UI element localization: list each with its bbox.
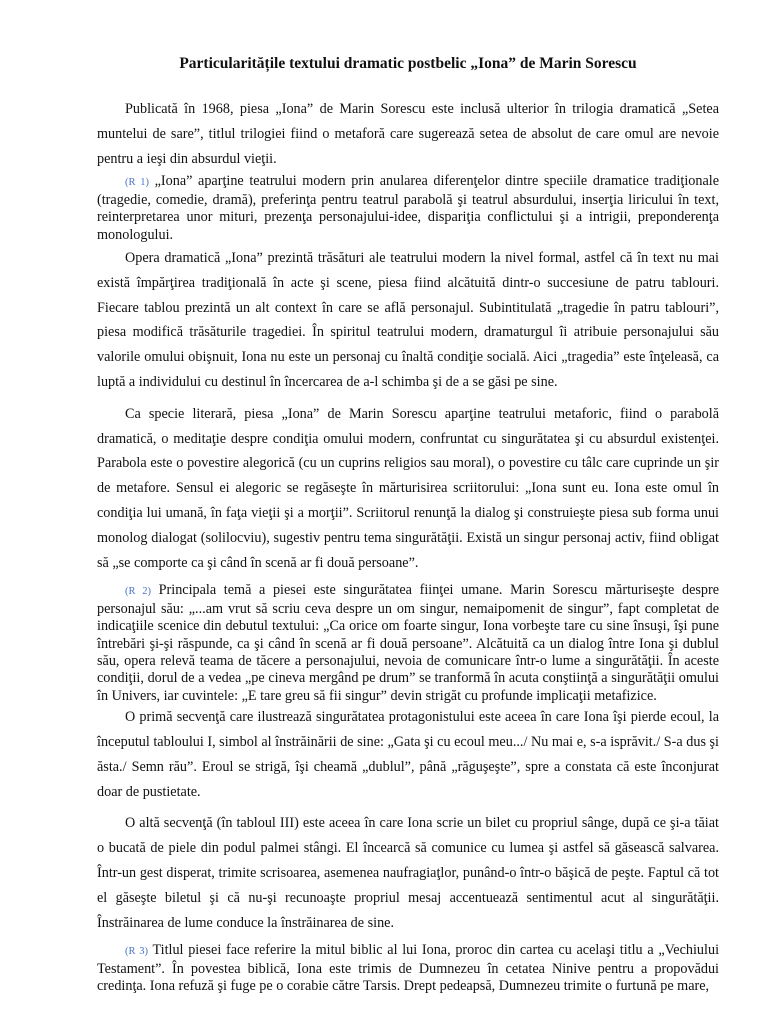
paragraph-r3 <box>97 942 719 995</box>
document-title: Particularitățile textului dramatic postbelic „Iona” de Marin Sorescu <box>179 55 637 72</box>
revision-marker: (R 1) <box>125 177 149 189</box>
paragraph-text: Opera dramatică „Iona” prezintă trăsături ale teatrului modern la nivel formal, astfel că în text nu mai există împărţirea tradiţională în acte şi scene, piesa fiind alcătuită dintr-o succesiune de patru tablouri. Fiecare tablou prezintă un alt context în care se află personajul. Subintitulată „tragedie în patru tablouri”, piesa modifică trăsăturile tragediei. În spiritul teatrului modern, dramaturgul îi atribuie personajului său valorile omului obişnuit, Iona nu este un personaj cu înaltă condiţie socială. Aici „tragedia” este înţeleasă, ca luptă a individului cu destinul în încercarea de a-l schimba şi de a se găsi pe sine. <box>97 250 719 390</box>
paragraph-text: Ca specie literară, piesa „Iona” de Marin Sorescu aparţine teatrului metaforic, fiind o parabolă dramatică, o meditaţie despre condiţia omului modern, confruntat cu singurătatea şi cu absurdul existenţei. Parabola este o povestire alegorică (cu un cuprins religios sau moral), o povestire cu tâlc care cuprinde un şir de metafore. Sensul ei alegoric se regăseşte în mărturisirea scriitorului: „Iona sunt eu. Iona este omul în condiţia lui umană, în faţa vieţii şi a morţii”. Scriitorul renunţă la dialog şi construieşte piesa sub forma unui monolog dialogat (solilocviu), sugestiv pentru tema singurătăţii. Există un singur personaj activ, fiind obligat să „se comporte ca şi când în scenă ar fi două persoane”. <box>97 405 719 571</box>
revision-marker: (R 3) <box>125 946 149 958</box>
paragraph-text: Publicată în 1968, piesa „Iona” de Marin Sorescu este inclusă ulterior în trilogia dramatică „Setea muntelui de sare”, titlul trilogiei fiind o metaforă care sugerează setea de absolut de care omul are nevoie pentru a ieşi din absurdul vieţii. <box>97 101 719 167</box>
paragraph-first-sequence <box>97 705 719 804</box>
paragraph-intro <box>97 97 719 171</box>
paragraph-species <box>97 402 719 576</box>
paragraph-text: „Iona” aparţine teatrului modern prin anularea diferenţelor dintre speciile dramatice tradiţionale (tragedie, comedie, dramă), preferinţa pentru teatrul parabolă şi teatrul absurdului, inserţia liricului în text, reinterpretarea unor mituri, prezenţa personajului-idee, dispariţia conflictului şi a intrigii, preponderenţa monologului. <box>97 173 720 243</box>
paragraph-modern-traits <box>97 246 719 395</box>
revision-marker: (R 2) <box>125 586 151 598</box>
paragraph-second-sequence <box>97 811 719 935</box>
paragraph-text: O primă secvenţă care ilustrează singurătatea protagonistului este aceea în care Iona îşi pierde ecoul, la începutul tabloului I, simbol al înstrăinării de sine: „Gata şi cu ecoul meu.../ Nu mai e, s-a isprăvit./ S-a dus şi ăsta./ Semn rău”. Eroul se strigă, îşi cheamă „dublul”, până „răguşeşte”, spre a constata că este înconjurat doar de pustietate. <box>97 709 719 800</box>
paragraph-r1 <box>97 173 719 244</box>
paragraph-r2 <box>97 582 719 705</box>
document-page <box>97 55 719 996</box>
paragraph-text: O altă secvenţă (în tabloul III) este aceea în care Iona scrie un bilet cu propriul sânge, după ce şi-a tăiat o bucată de piele din podul palmei stângi. El încearcă să comunice cu lumea şi astfel să găsească salvarea. Într-un gest disperat, trimite scrisoarea, asemenea naufragiaţlor, punând-o într-o băşică de peşte. Faptul că tot el găseşte biletul şi că nu-şi recunoaşte propriul mesaj accentuează sentimentul acut al singurătăţii. Înstrăinarea de lume conduce la înstrăinarea de sine. <box>97 815 719 931</box>
paragraph-text: Principala temă a piesei este singurătatea fiinţei umane. Marin Sorescu mărturiseşte despre personajul său: „...am vrut să scriu ceva despre un om singur, nemaipomenit de singur”, fapt completat de indicaţiile scenice din debutul textului: „Ca orice om foarte singur, Iona vorbeşte tare cu sine însuşi, îşi pune întrebări şi-şi răspunde, ca şi când în scenă ar fi două persoane”. Alcătuită ca un dialog între Iona şi dublul său, opera relevă teama de tăcere a personajului, nevoia de comunicare într-o lume a singurătăţii. În aceste condiţii, dorul de a vedea „pe cineva mergând pe drum” se tranformă în acuta conştiinţă a singurătăţii omului în Univers, iar cuvintele: „E tare greu să fii singur” devin strigăt cu profunde implicaţii metafizice. <box>97 582 720 704</box>
paragraph-text: Titlul piesei face referire la mitul biblic al lui Iona, proroc din cartea cu acelaşi titlu a „Vechiului Testament”. În povestea biblică, Iona este trimis de Dumnezeu în cetatea Ninive pentru a propovădui credinţa. Iona refuză şi fuge pe o corabie către Tarsis. Drept pedeapsă, Dumnezeu trimite o furtună pe mare, <box>97 942 720 995</box>
